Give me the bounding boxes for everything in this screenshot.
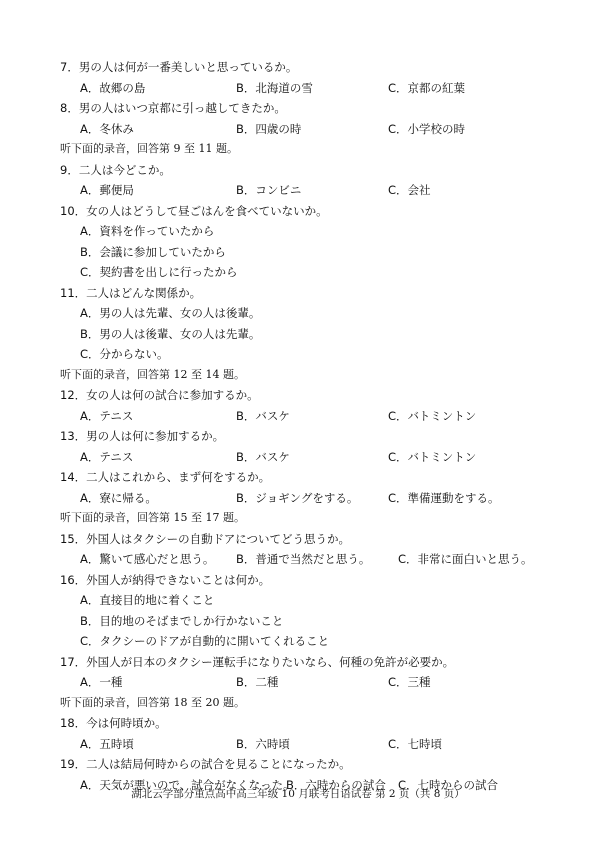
question-text: 14．二人はこれから、まず何をするか。 — [60, 470, 271, 484]
answer-option: C．七時からの試合 — [398, 777, 499, 792]
answer-option: A．一種 — [80, 675, 123, 689]
options-row — [0, 120, 596, 138]
options-row — [0, 448, 596, 466]
question-line — [0, 530, 596, 548]
answer-option: B．バスケ — [236, 449, 290, 464]
option-line — [0, 304, 596, 322]
answer-option: C．タクシーのドアが自動的に開いてくれること — [80, 634, 330, 648]
answer-option: C．非常に面白いと思う。 — [398, 552, 533, 566]
question-text: 9．二人は今どこか。 — [60, 162, 171, 177]
question-line — [0, 202, 596, 220]
question-line — [0, 386, 596, 404]
answer-option: A．男の人は先輩、女の人は後輩。 — [80, 306, 261, 320]
answer-option: C．バトミントン — [388, 449, 477, 464]
option-line — [0, 591, 596, 609]
answer-option: C．準備運動をする。 — [388, 490, 500, 505]
answer-option: A．五時頃 — [80, 736, 134, 751]
section-text: 听下面的录音，回答第 12 至 14 题。 — [60, 367, 245, 381]
question-line — [0, 468, 596, 486]
answer-option: C．小学校の時 — [388, 121, 466, 136]
answer-option: B．普通で当然だと思う。 — [236, 552, 371, 566]
question-line — [0, 571, 596, 589]
question-text: 10．女の人はどうして昼ごはんを食べていないか。 — [60, 203, 328, 218]
section-text: 听下面的录音，回答第 9 至 11 题。 — [60, 142, 238, 155]
question-text: 16．外国人が納得できないことは何か。 — [60, 572, 271, 587]
question-text: 11．二人はどんな関係か。 — [60, 285, 202, 300]
question-text: 17．外国人が日本のタクシー運転手になりたいなら、何種の免許が必要か。 — [60, 654, 455, 669]
answer-option: A．郵便局 — [80, 183, 134, 197]
answer-option: A．冬休み — [80, 121, 134, 136]
option-line — [0, 263, 596, 281]
answer-option: A．天気が悪いので、試合がなくなった。 — [80, 777, 295, 792]
answer-option: A．テニス — [80, 408, 134, 423]
answer-option: A．寮に帰る。 — [80, 490, 157, 505]
options-row — [0, 550, 596, 568]
option-line — [0, 222, 596, 240]
question-text: 7．男の人は何が一番美しいと思っているか。 — [60, 60, 298, 74]
answer-option: B．会議に参加していたから — [80, 244, 226, 259]
option-line — [0, 325, 596, 343]
question-line — [0, 58, 596, 76]
question-text: 19．二人は結局何時からの試合を見ることになったか。 — [60, 757, 351, 771]
option-line — [0, 612, 596, 630]
question-line — [0, 755, 596, 773]
answer-option: B．男の人は後輩、女の人は先輩。 — [80, 326, 261, 341]
question-text: 13．男の人は何に参加するか。 — [60, 429, 225, 443]
answer-option: C．契約書を出しに行ったから — [80, 265, 238, 279]
answer-option: A．直接目的地に着くこと — [80, 593, 215, 607]
answer-option: C．京都の紅葉 — [388, 80, 466, 95]
section-text: 听下面的录音，回答第 18 至 20 题。 — [60, 695, 245, 709]
question-line — [0, 653, 596, 671]
options-row — [0, 673, 596, 691]
options-row — [0, 407, 596, 425]
answer-option: C．バトミントン — [388, 408, 477, 423]
option-line — [0, 243, 596, 261]
answer-option: A．故郷の島 — [80, 80, 146, 95]
answer-option: A．資料を作っていたから — [80, 224, 215, 238]
answer-option: C．会社 — [388, 183, 431, 197]
option-line — [0, 345, 596, 363]
answer-option: B．バスケ — [236, 408, 290, 423]
answer-option: B．四歳の時 — [236, 121, 302, 136]
answer-option: A．テニス — [80, 449, 134, 464]
option-line — [0, 632, 596, 650]
answer-option: B．北海道の雪 — [236, 80, 313, 95]
section-instruction — [0, 140, 596, 158]
answer-option: B．ジョギングをする。 — [236, 490, 359, 505]
options-row — [0, 79, 596, 97]
question-line — [0, 99, 596, 117]
options-row — [0, 489, 596, 507]
section-text: 听下面的录音，回答第 15 至 17 题。 — [60, 511, 245, 524]
options-row — [0, 181, 596, 199]
question-line — [0, 714, 596, 732]
answer-option: A．驚いて感心だと思う。 — [80, 552, 215, 566]
answer-option: B．六時頃 — [236, 736, 290, 751]
answer-option: C．三種 — [388, 675, 431, 689]
section-instruction — [0, 509, 596, 527]
question-line — [0, 161, 596, 179]
question-line — [0, 427, 596, 445]
question-line — [0, 284, 596, 302]
question-text: 18．今は何時頃か。 — [60, 716, 167, 730]
answer-option: B．六時からの試合 — [286, 777, 386, 792]
answer-option: B．目的地のそばまでしか行かないこと — [80, 613, 284, 628]
answer-option: B．二種 — [236, 675, 279, 689]
question-text: 15．外国人はタクシーの自動ドアについてどう思うか。 — [60, 531, 351, 546]
section-instruction — [0, 366, 596, 384]
section-instruction — [0, 694, 596, 712]
page-footer: 湖北云学部分重点高中高三年级 10 月联考日语试卷 第 2 页（共 8 页） — [131, 788, 465, 800]
answer-option: C．分からない。 — [80, 347, 169, 361]
answer-option: C．七時頃 — [388, 736, 443, 751]
question-text: 12．女の人は何の試合に参加するか。 — [60, 388, 259, 402]
options-row — [0, 735, 596, 753]
question-text: 8．男の人はいつ京都に引っ越してきたか。 — [60, 101, 286, 115]
answer-option: B．コンビニ — [236, 183, 302, 197]
